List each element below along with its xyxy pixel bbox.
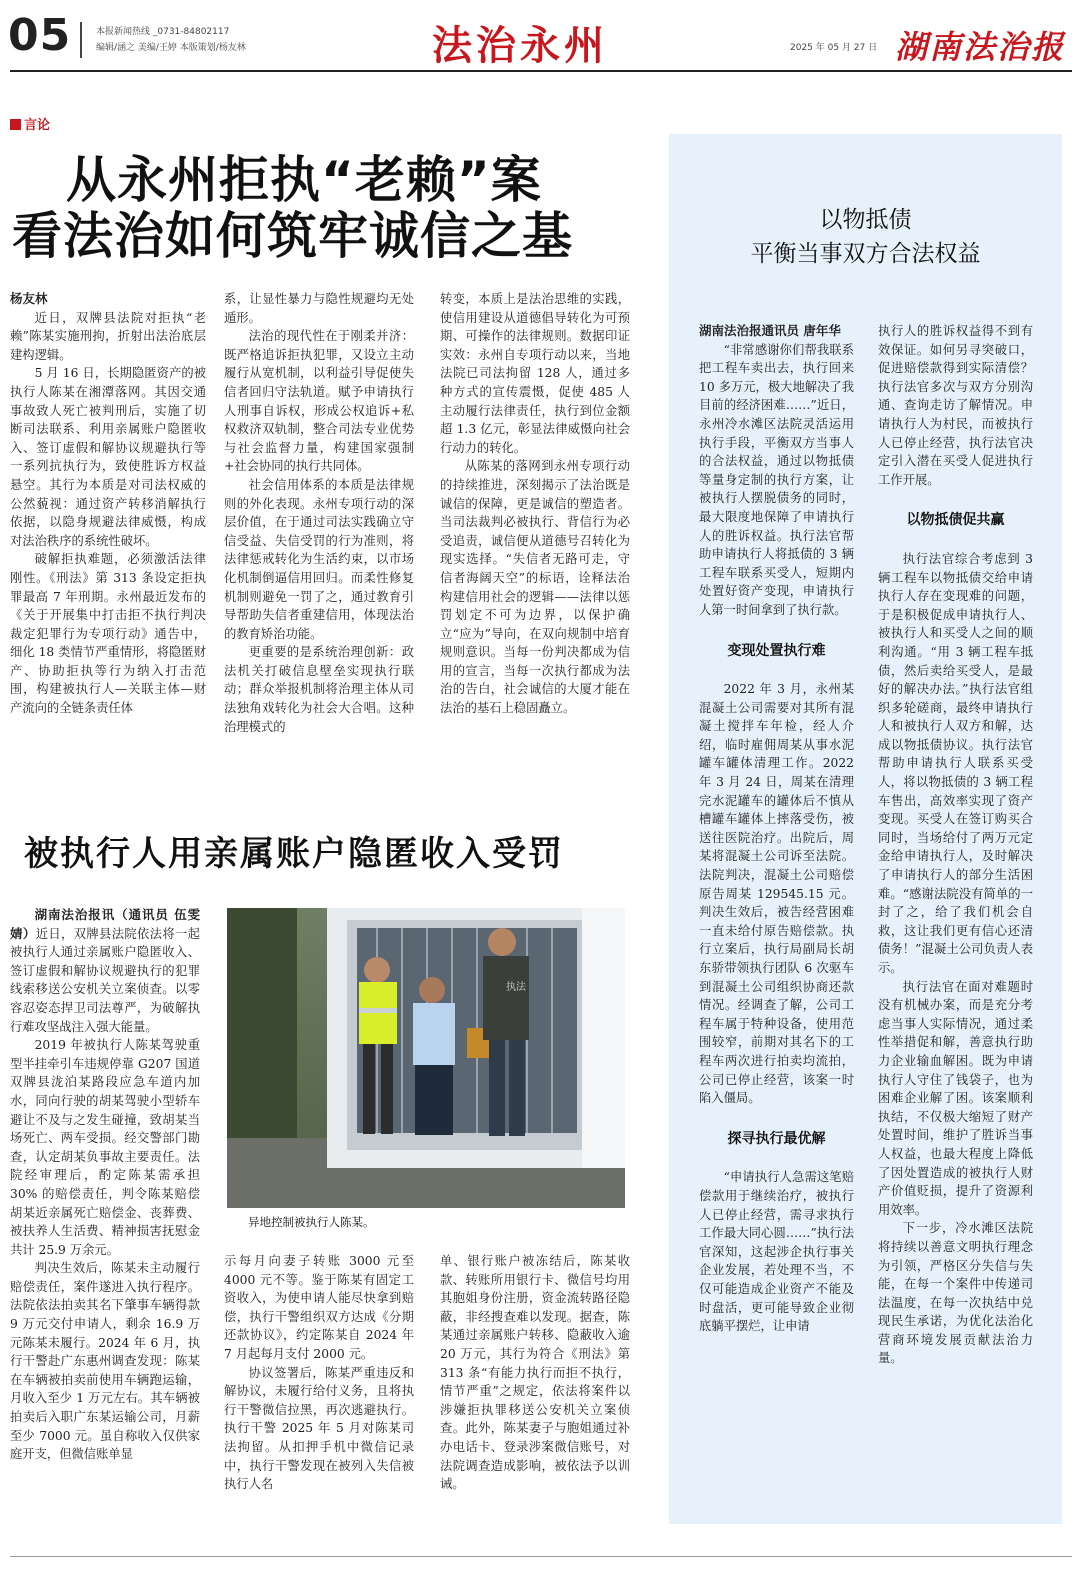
article1-column-1 bbox=[10, 290, 206, 718]
paragraph bbox=[699, 341, 854, 620]
square-bullet-icon bbox=[10, 119, 21, 130]
article1-column-2 bbox=[224, 290, 414, 736]
paragraph-text: 社会信用体系的本质是法律规则的外化表现。永州专项行动的深层价值，在于通过司法实践确立守信受益、失信受罚的行为准则，将法律惩戒转化为生活约束，以市场化机制倒逼信用回归。而柔性修复机制则避免一罚了之，通过教育引导帮助失信者重建信用，体现法治的教育矫治功能。 bbox=[224, 477, 414, 641]
article2-headline: 被执行人用亲属账户隐匿收入受罚 bbox=[24, 834, 564, 874]
paragraph-text: 2022 年 3 月，永州某混凝土公司需要对其所有混凝土搅拌车年检，经人介绍，临时雇佣周某从事水泥罐车罐体清理工作。2022 年 3 月 24 日，周某在清理完水泥罐车的罐体后不慎从槽罐车罐体上摔落受伤，被送往医院治疗。出院后，周某将混凝土公司诉至法院。法院判决，混凝土公司赔偿原告周某 129545.15 元。判决生效后，被告经营困难一直未给付原告赔偿款。执行立案后，执行局副局长胡东骄带领执行团队 6 次驱车到混凝土公司组织协商还款情况。经调查了解，公司工程车属于特种设备，使用范围较窄，前期对其名下的工程车两次进行拍卖均流拍，公司已停止经营，该案一时陷入僵局。 bbox=[699, 682, 854, 1106]
sidebar-subhead-3: 以物抵债促共赢 bbox=[906, 512, 1005, 529]
paragraph bbox=[878, 322, 1033, 489]
masthead-divider bbox=[80, 22, 82, 58]
paragraph-text: 协议签署后，陈某严重违反和解协议，未履行给付义务，且将执行干警微信拉黑，再次逃避执行。执行干警 2025 年 5 月对陈某司法拘留。从扣押手机中微信记录中，执行干警发现在被列入失信被执行人名 bbox=[224, 1365, 414, 1492]
paragraph bbox=[224, 476, 414, 643]
paragraph-text: 系，让显性暴力与隐性规避均无处遁形。 bbox=[224, 292, 414, 325]
news-photo bbox=[227, 908, 625, 1208]
article1-col2-body bbox=[224, 290, 414, 736]
article1-headline-line2: 看法治如何筑牢诚信之基 bbox=[12, 207, 573, 265]
sidebar-title-line1: 以物抵债 bbox=[819, 207, 912, 233]
article2-byline: 湖南法治报讯（通讯员 伍雯婧） bbox=[10, 907, 200, 941]
paragraph-text: 破解拒执难题，必须激活法律刚性。《刑法》第 313 条设定拒执罪最高 7 年刑期。永州最近发布的《关于开展集中打击拒不执行判决裁定犯罪行为专项行动》通告中，细化 18 类情节严重情形，将隐匿财产、协助拒执等行为纳入打击范围，构建被执行人—关联主体—财产流向的全链条责任体 bbox=[10, 552, 206, 716]
sidebar-subhead-2: 探寻执行最优解 bbox=[727, 1130, 826, 1147]
sidebar-col2-intro bbox=[878, 322, 1033, 489]
paragraph-text: 近日，双牌县法院依法将一起被执行人通过亲属账户隐匿收入、签订虚假和解协议规避执行的犯罪线索移送公安机关立案侦查。以零容忍姿态捍卫司法尊严，为破解执行难攻坚战注入强大能量。 bbox=[10, 926, 200, 1034]
paragraph bbox=[10, 906, 200, 1036]
paragraph-text: 从陈某的落网到永州专项行动的持续推进，深刻揭示了法治既是诚信的保障，更是诚信的塑造者。当司法裁判必被执行、背信行为必受追责，诚信便从道德号召转化为现实选择。“失信者无路可走，守信者海阔天空”的标语，诠释法治构建信用社会的逻辑——法律以惩罚划定不可为边界，以保护确立“应为”导向，在双向规制中培育规则意识。当每一份判决都成为信用的宣言，当每一次执行都成为法治的告白，社会诚信的大厦才能在法治的基石上稳固矗立。 bbox=[440, 459, 630, 716]
section-tag-label: 言论 bbox=[24, 118, 51, 133]
news-hotline: 本报新闻热线 _0731-84802117 bbox=[96, 27, 230, 37]
article2-col3-body bbox=[440, 1252, 630, 1494]
paragraph-text: 执行法官综合考虑到 3 辆工程车以物抵债交给申请执行人存在变现难的问题，于是积极促成申请执行人、被执行人和买受人之间的顺利沟通。“用 3 辆工程车抵债，然后卖给买受人，是最好的解决办法。”执行法官组织多轮磋商，最终申请执行人和被执行人双方和解，达成以物抵债协议。执行法官帮助申请执行人联系买受人，将以物抵债的 3 辆工程车售出，高效率实现了资产变现。买受人在签订购买合同时，当场给付了两万元定金给申请执行人，及时解决了申请执行人的部分生活困难。“感谢法院没有简单的一封了之，给了我们机会自救，这让我们更有信心还清债务！”混凝土公司负责人表示。 bbox=[878, 551, 1033, 975]
paragraph bbox=[699, 680, 854, 1108]
sidebar-subhead-1: 变现处置执行难 bbox=[727, 642, 826, 659]
paragraph-text: “申请执行人急需这笔赔偿款用于继续治疗，被执行人已停止经营，需寻求执行工作最大同心圆……”执行法官深知，这起涉企执行事关企业发展，若处理不当，不仅可能造成企业资产不能及时盘活，更可能导致企业彻底躺平摆烂，让申请 bbox=[699, 1170, 854, 1334]
article2-column-1 bbox=[10, 906, 200, 1464]
article1-column-3 bbox=[440, 290, 630, 718]
paragraph bbox=[10, 550, 206, 717]
sidebar-byline: 湖南法治报通讯员 唐年华 bbox=[699, 323, 841, 338]
paragraph-text: 执行人的胜诉权益得不到有效保证。如何另寻突破口，促进赔偿款得到实际清偿？执行法官多次与双方分别沟通、查询走访了解情况。申请执行人为村民，而被执行人已停止经营，执行法官决定引入潜在买受人促进执行工作开展。 bbox=[878, 324, 1033, 487]
paragraph-text: 判决生效后，陈某未主动履行赔偿责任，案件遂进入执行程序。法院依法拍卖其名下肇事车辆得款 9 万元交付申请人，剩余 16.9 万元陈某未履行。2024 年 6 月，执行干警赴广东惠州调查发现：陈某在车辆被拍卖前使用车辆跑运输，月收入至少 1 万元左右。其车辆被拍卖后入职广东某运输公司，月薪至少 7000 元。虽自称收入仅供家庭开支，但微信账单显 bbox=[10, 1261, 200, 1462]
sidebar-col1-section1 bbox=[699, 680, 854, 1108]
photo-caption: 异地控制被执行人陈某。 bbox=[248, 1215, 375, 1229]
paragraph-text: 法治的现代性在于刚柔并济：既严格追诉拒执犯罪，又设立主动履行从宽机制，以利益引导促使失信者回归守法轨道。赋予申请执行人刑事自诉权，形成公权追诉+私权救济双轨制，整合司法专业优势与社会监督力量，构建国家强制+社会协同的执行共同体。 bbox=[224, 329, 414, 474]
section-tag bbox=[10, 114, 50, 133]
arrest-scene-illustration bbox=[227, 908, 625, 1208]
article1-col3-body bbox=[440, 290, 630, 718]
paragraph bbox=[224, 1252, 414, 1364]
vest-text: 执法 bbox=[506, 982, 526, 993]
sidebar-col1-intro bbox=[699, 341, 854, 620]
paragraph bbox=[440, 290, 630, 457]
paragraph bbox=[10, 1036, 200, 1259]
article2-column-3 bbox=[440, 1252, 630, 1494]
article2-col2-body bbox=[224, 1252, 414, 1494]
sidebar-title-line2: 平衡当事双方合法权益 bbox=[750, 241, 981, 267]
article1-col1-body bbox=[10, 309, 206, 718]
sidebar-col2-section1 bbox=[878, 550, 1033, 1368]
sidebar-col1-section2 bbox=[699, 1168, 854, 1335]
paragraph bbox=[878, 1219, 1033, 1368]
section-title: 法治永州 bbox=[432, 22, 608, 69]
paragraph bbox=[878, 550, 1033, 978]
paragraph-text: 示每月向妻子转账 3000 元至 4000 元不等。鉴于陈某有固定工资收入，为使申请人能尽快拿到赔偿，执行干警组织双方达成《分期还款协议》，约定陈某自 2024 年 7 月起每月支付 2000 元。 bbox=[224, 1254, 414, 1361]
paragraph-text: 转变，本质上是法治思维的实践，使信用建设从道德倡导转化为可预期、可操作的法律规则。数据印证实效：永州自专项行动以来，当地法院已司法拘留 128 人，通过多种方式的宣传震慑，促使 485 人主动履行法律责任，执行到位金额超 1.3 亿元，彰显法律威慑向社会行动力的转化。 bbox=[440, 292, 630, 455]
paragraph-text: 5 月 16 日，长期隐匿资产的被执行人陈某在湘潭落网。其因交通事故致人死亡被判刑后，实施了切断司法联系、利用亲属账户隐匿收入、签订虚假和解协议规避执行等一系列抗执行为，致使胜诉方权益悬空。其行为本质是对司法权威的公然藐视：通过资产转移消解执行依据，以隐身规避法律威慑，构成对法治秩序的系统性破坏。 bbox=[10, 366, 206, 548]
paragraph bbox=[224, 327, 414, 476]
paragraph-text: “非常感谢你们帮我联系把工程车卖出去，执行回来 10 多万元，极大地解决了我目前的经济困难……”近日，永州冷水滩区法院灵活运用执行手段，平衡双方当事人的合法权益，通过以物抵债等量身定制的执行方案，让被执行人摆脱债务的同时，最大限度地保障了申请执行人的胜诉权益。执行法官帮助申请执行人将抵债的 3 辆工程车联系买受人，短期内处置好资产变现，申请执行人第一时间拿到了执行款。 bbox=[699, 342, 854, 617]
paragraph bbox=[10, 364, 206, 550]
sidebar-column-1 bbox=[699, 322, 854, 1336]
paragraph-text: 2019 年被执行人陈某驾驶重型半挂牵引车违规停靠 G207 国道双牌县泷泊某路段应急车道内加水，同向行驶的胡某驾驶小型轿车避让不及与之发生碰撞，致胡某当场死亡、两车受损。经交警部门勘查，认定胡某负事故主要责任。法院经审理后，酌定陈某需承担 30% 的赔偿责任，判令陈某赔偿胡某近亲属死亡赔偿金、丧葬费、被扶养人生活费、精神损害抚慰金共计 25.9 万余元。 bbox=[10, 1038, 200, 1257]
article2-column-2 bbox=[224, 1252, 414, 1494]
article1-author: 杨友林 bbox=[10, 291, 48, 306]
paragraph bbox=[699, 1168, 854, 1335]
editors-credit: 编辑/涵之 美编/王婷 本版策划/杨友林 bbox=[96, 43, 246, 53]
page-number: 05 bbox=[8, 10, 72, 61]
paragraph bbox=[440, 457, 630, 717]
paragraph bbox=[10, 1259, 200, 1464]
paragraph bbox=[224, 290, 414, 327]
paragraph-text: 执行法官在面对难题时没有机械办案，而是充分考虑当事人实际情况，通过柔性举措促和解，善意执行助力企业输血解困。既为申请执行人守住了钱袋子，也为困难企业解了困。该案顺利执结，不仅极大缩短了财产处置时间，维护了胜诉当事人权益，也最大程度上降低了因处置造成的被执行人财产价值贬损，提升了资源利用效率。 bbox=[878, 979, 1033, 1217]
paragraph-text: 单、银行账户被冻结后，陈某收款、转账所用银行卡、微信号均用其胞姐身份注册，资金流转路径隐蔽，非经搜查难以发现。据查，陈某通过亲属账户转移、隐蔽收入逾 20 万元，其行为符合《刑法》第 313 条“有能力执行而拒不执行，情节严重”之规定，依法将案件以涉嫌拒执罪移送公安机关立案侦查。此外，陈某妻子与胞姐通过补办电话卡、登录涉案微信账号，对法院调查造成影响，被依法予以训诫。 bbox=[440, 1254, 630, 1492]
paragraph bbox=[878, 978, 1033, 1220]
paragraph bbox=[224, 643, 414, 736]
issue-date: 2025 年 05 月 27 日 bbox=[790, 43, 878, 53]
paragraph bbox=[440, 1252, 630, 1494]
paragraph-text: 近日，双牌县法院对拒执“老赖”陈某实施刑拘，折射出法治底层建构逻辑。 bbox=[10, 310, 206, 362]
article2-col1-body bbox=[10, 906, 200, 1464]
paragraph-text: 更重要的是系统治理创新：政法机关打破信息壁垒实现执行联动；群众举报机制将治理主体从司法独角戏转化为社会大合唱。这种治理模式的 bbox=[224, 645, 414, 734]
paragraph bbox=[224, 1364, 414, 1494]
sidebar-column-2 bbox=[878, 322, 1033, 1368]
paragraph bbox=[10, 309, 206, 365]
newspaper-logo: 湖南法治报 bbox=[895, 28, 1066, 66]
page-bottom-rule bbox=[10, 1556, 1072, 1557]
paragraph-text: 下一步，冷水滩区法院将持续以善意文明执行理念为引领，严格区分失信与失能，在每一个案件中传递司法温度，在每一次执结中兑现民生承诺，为优化法治化营商环境发展贡献法治力量。 bbox=[878, 1221, 1033, 1366]
article1-headline-line1: 从永州拒执“老赖”案 bbox=[66, 151, 542, 209]
masthead-rule bbox=[10, 70, 1072, 72]
